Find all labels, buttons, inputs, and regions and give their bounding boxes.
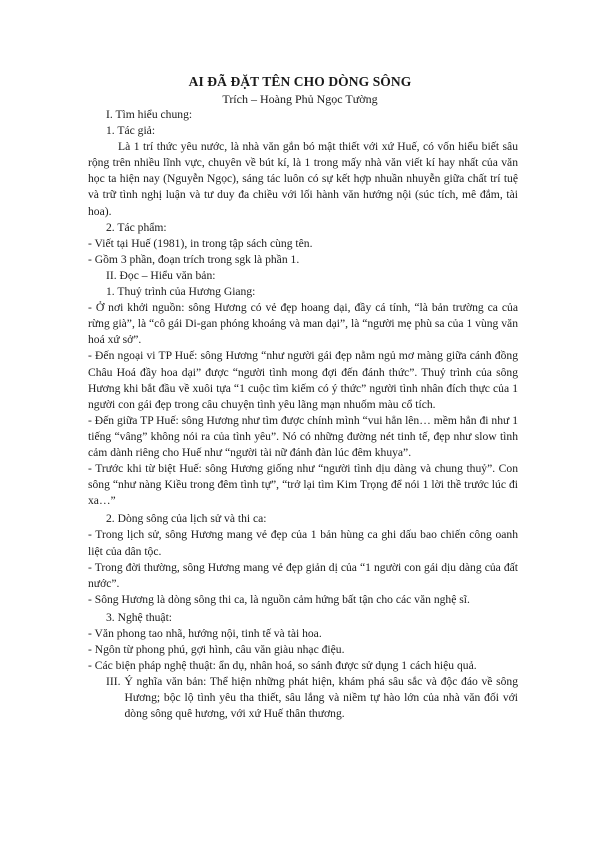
subsection-heading-author: 1. Tác giả:: [106, 124, 156, 138]
subsection-heading-art: 3. Nghệ thuật:: [106, 610, 173, 624]
list-item: - Đến ngoại vi TP Huế: sông Hương “như người gái đẹp nằm ngủ mơ màng giữa cánh đồng Châu Hoá đầy hoa dại” được “người tình mong đợi đến đánh thức”. Thuỷ trình của sông Hương khi bắt đầu về xuôi tựa “1 cuộc tìm kiếm có ý thức” người tình nhân đích thực của 1 người con gái đẹp trong câu chuyện tình yêu lãng mạn nhuốm màu cổ tích.: [88, 349, 518, 411]
document-subtitle: Trích – Hoàng Phủ Ngọc Tường: [222, 92, 378, 106]
section-3-text: Ý nghĩa văn bản: Thể hiện những phát hiện, khám phá sâu sắc và độc đáo về sông Hương; bộc lộ tình yêu tha thiết, sâu lắng và niềm tự hào lớn của nhà văn đối với dòng sông quê hương, với xứ Huế thân thương.: [124, 675, 518, 721]
list-item: - Văn phong tao nhã, hướng nội, tinh tế và tài hoa.: [88, 627, 322, 640]
subsection-heading-river-course: 1. Thuỷ trình của Hương Giang:: [106, 285, 256, 299]
list-item: - Ngôn từ phong phú, gợi hình, câu văn giàu nhạc điệu.: [88, 643, 345, 657]
section-heading-2: II. Đọc – Hiểu văn bản:: [106, 268, 216, 282]
subsection-heading-work: 2. Tác phẩm:: [106, 220, 167, 234]
list-item: - Đến giữa TP Huế: sông Hương như tìm được chính mình “vui hẳn lên… mềm hẳn đi như 1 tiếng “vâng” không nói ra của tình yêu”. Nó có những đường nét tinh tế, đẹp như slow tình cảm dành riêng cho Huế như “người tài nữ đánh đàn lúc đêm khuya”.: [88, 413, 518, 459]
document-title: AI ĐÃ ĐẶT TÊN CHO DÒNG SÔNG: [188, 74, 412, 89]
list-item: - Gồm 3 phần, đoạn trích trong sgk là phần 1.: [88, 252, 300, 266]
list-item: - Sông Hương là dòng sông thi ca, là nguồn cảm hứng bất tận cho các văn nghệ sĩ.: [88, 592, 470, 606]
list-item: - Các biện pháp nghệ thuật: ẩn dụ, nhân hoá, so sánh được sử dụng 1 cách hiệu quả.: [88, 659, 477, 673]
list-item: - Viết tại Huế (1981), in trong tập sách cùng tên.: [88, 236, 313, 250]
list-item: - Trong lịch sử, sông Hương mang vẻ đẹp của 1 bản hùng ca ghi dấu bao chiến công oanh liệt của dân tộc.: [88, 528, 518, 558]
section-heading-1: I. Tìm hiểu chung:: [106, 108, 193, 121]
author-paragraph: Là 1 trí thức yêu nước, là nhà văn gắn bó mật thiết với xứ Huế, có vốn hiểu biết sâu rộng trên nhiều lĩnh vực, chuyên về bút kí, là 1 trong mấy nhà văn viết kí hay nhất của văn học ta hiện nay (Nguyễn Ngọc), sáng tác luôn có sự kết hợp nhuần nhuyễn giữa chất trí tuệ và trữ tình nghị luận và tư duy đa chiều với lối hành văn hướng nội (súc tích, mê đắm, tài hoa).: [88, 140, 518, 218]
section-3-meaning: [88, 674, 518, 722]
list-item: - Trong đời thường, sông Hương mang vẻ đẹp giản dị của “1 người con gái dịu dàng của đất nước”.: [88, 560, 518, 590]
list-item: - Ở nơi khởi nguồn: sông Hương có vẻ đẹp hoang dại, đầy cá tính, “là bản trường ca của rừng già”, là “cô gái Di-gan phóng khoáng và man dại”, là “người mẹ phù sa của 1 vùng văn hoá xứ sở”.: [88, 301, 518, 347]
list-item: - Trước khi từ biệt Huế: sông Hương giống như “người tình dịu dàng và chung thuỷ”. Con sông “như nàng Kiều trong đêm tình tự”, “trở lại tìm Kim Trọng để nói 1 lời thề trước lúc đi xa…”: [88, 462, 518, 508]
section-3-number: III.: [106, 675, 121, 689]
subsection-heading-history-poetry: 2. Dòng sông của lịch sử và thi ca:: [106, 512, 267, 526]
document-body: [88, 107, 518, 723]
